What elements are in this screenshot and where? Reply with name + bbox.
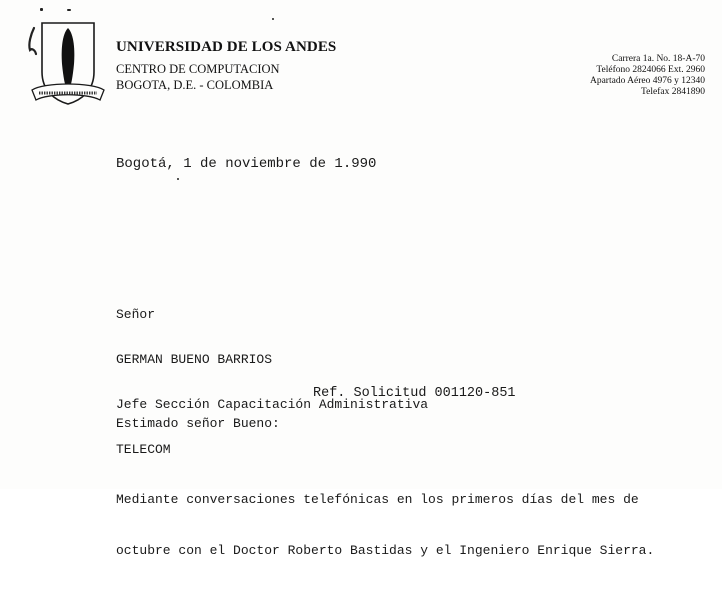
scan-speck (40, 8, 43, 11)
university-crest-logo (30, 20, 106, 108)
recipient-name: GERMAN BUENO BARRIOS (116, 352, 273, 367)
reference-line: Ref. Solicitud 001120-851 (313, 386, 516, 401)
salutation: Estimado señor Bueno: (116, 416, 280, 431)
scan-speck (177, 178, 179, 180)
department-name: CENTRO DE COMPUTACION (116, 62, 280, 76)
recipient-block (116, 277, 428, 487)
institution-block (116, 38, 336, 93)
letter-body (116, 457, 654, 593)
recipient-position: Jefe Sección Capacitación Administrativa (116, 397, 429, 412)
body-line: Mediante conversaciones telefónicas en los primeros días del mes de (116, 492, 639, 507)
scan-speck (67, 9, 71, 11)
address-line: Carrera 1a. No. 18-A-70 (611, 54, 705, 64)
phone-line: Teléfono 2824066 Ext. 2960 (596, 65, 705, 75)
recipient-title: Señor (116, 307, 156, 322)
body-line: octubre con el Doctor Roberto Bastidas y el Ingeniero Enrique Sierra. (116, 543, 655, 558)
po-box-line: Apartado Aéreo 4976 y 12340 (589, 76, 705, 86)
institution-name: UNIVERSIDAD DE LOS ANDES (116, 39, 337, 55)
letter-date: Bogotá, 1 de noviembre de 1.990 (116, 156, 377, 172)
recipient-organization: TELECOM (116, 442, 171, 457)
scan-speck (272, 18, 274, 20)
city-line: BOGOTA, D.E. - COLOMBIA (116, 78, 274, 92)
telefax-line: Telefax 2841890 (641, 87, 705, 97)
contact-block (590, 54, 705, 98)
